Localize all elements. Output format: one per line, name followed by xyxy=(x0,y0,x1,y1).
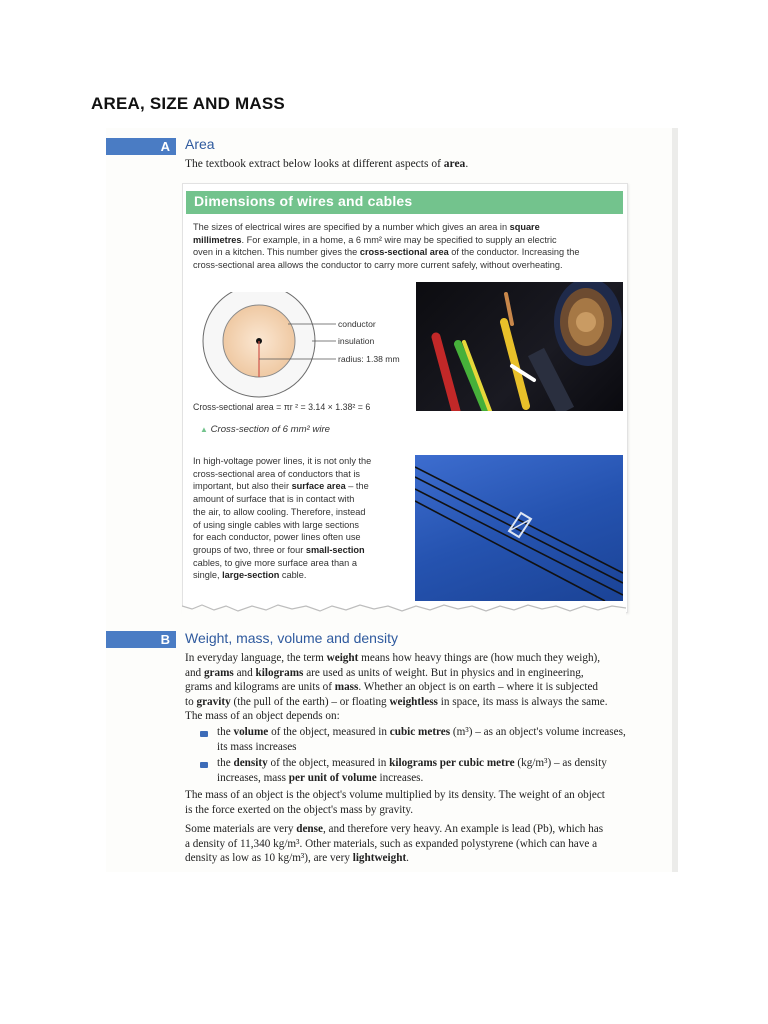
section-a-badge: A xyxy=(106,138,176,155)
section-b-paragraph-3: Some materials are very dense, and therefore very heavy. An example is lead (Pb), which has a density of 11,340 kg/m³. Other materials, such as expanded polystyrene (which can have a density as low as 10 kg/m³), are very lightweight. xyxy=(185,823,604,865)
power-lines-illustration xyxy=(415,455,623,601)
caption-triangle-icon: ▲ xyxy=(200,425,208,434)
bullet-density: the density of the object, measured in kilograms per cubic metre (kg/m³) – as density increases, mass per unit of volume increases. xyxy=(217,757,607,784)
diagram-caption: ▲ Cross-section of 6 mm² wire xyxy=(200,424,331,435)
scan-edge xyxy=(672,128,678,872)
area-formula: Cross-sectional area = πr ² = 3.14 × 1.38² = 6 xyxy=(193,402,371,412)
bullet-square-icon xyxy=(200,731,208,737)
section-a-heading: Area xyxy=(185,136,215,152)
section-b-paragraph-1: In everyday language, the term weight means how heavy things are (how much they weigh), and grams and kilograms are used as units of weight. But in physics and in engineering, grams and kilograms are units of mass. Whether an object is on earth – where it is subjected to gravity (the pull of the earth) – or floating weightless in space, its mass is always the same. The mass of an object depends on: xyxy=(185,652,608,723)
bullet-square-icon xyxy=(200,762,208,768)
radius-label: radius: 1.38 mm xyxy=(338,354,400,364)
extract-title: Dimensions of wires and cables xyxy=(194,193,413,209)
cables-photo xyxy=(416,282,623,411)
insulation-label: insulation xyxy=(338,336,375,346)
extract-paragraph-1: The sizes of electrical wires are specified by a number which gives an area in square millimetres. For example, in a home, a 6 mm² wire may be specified to supply an electric oven in a kitchen. This number gives the cross-sectional area of the conductor. Increasing the cross-sectional area allows the conductor to carry more current safely, without overheating. xyxy=(193,222,580,270)
torn-paper-edge xyxy=(182,600,626,616)
wire-cross-section-diagram xyxy=(190,292,415,412)
extract-paragraph-2: In high-voltage power lines, it is not only the cross-sectional area of conductors that is important, but also their surface area – the amount of surface that is in contact with the air, to allow cooling. Therefore, instead of using single cables with large sections for each conductor, power lines often use groups of two, three or four small-section cables, to give more surface area than a single, large-section cable. xyxy=(193,456,372,581)
bullet-volume: the volume of the object, measured in cubic metres (m³) – as an object's volume increases, its mass increases xyxy=(217,726,626,753)
page-title: AREA, SIZE AND MASS xyxy=(91,94,285,113)
section-b-badge: B xyxy=(106,631,176,648)
conductor-label: conductor xyxy=(338,319,376,329)
cables-illustration xyxy=(416,282,623,411)
section-a-intro: The textbook extract below looks at different aspects of area. xyxy=(185,158,469,170)
power-lines-photo xyxy=(415,455,623,601)
section-b-paragraph-2: The mass of an object is the object's volume multiplied by its density. The weight of an object is the force exerted on the object's mass by gravity. xyxy=(185,789,605,816)
section-b-heading: Weight, mass, volume and density xyxy=(185,630,398,646)
